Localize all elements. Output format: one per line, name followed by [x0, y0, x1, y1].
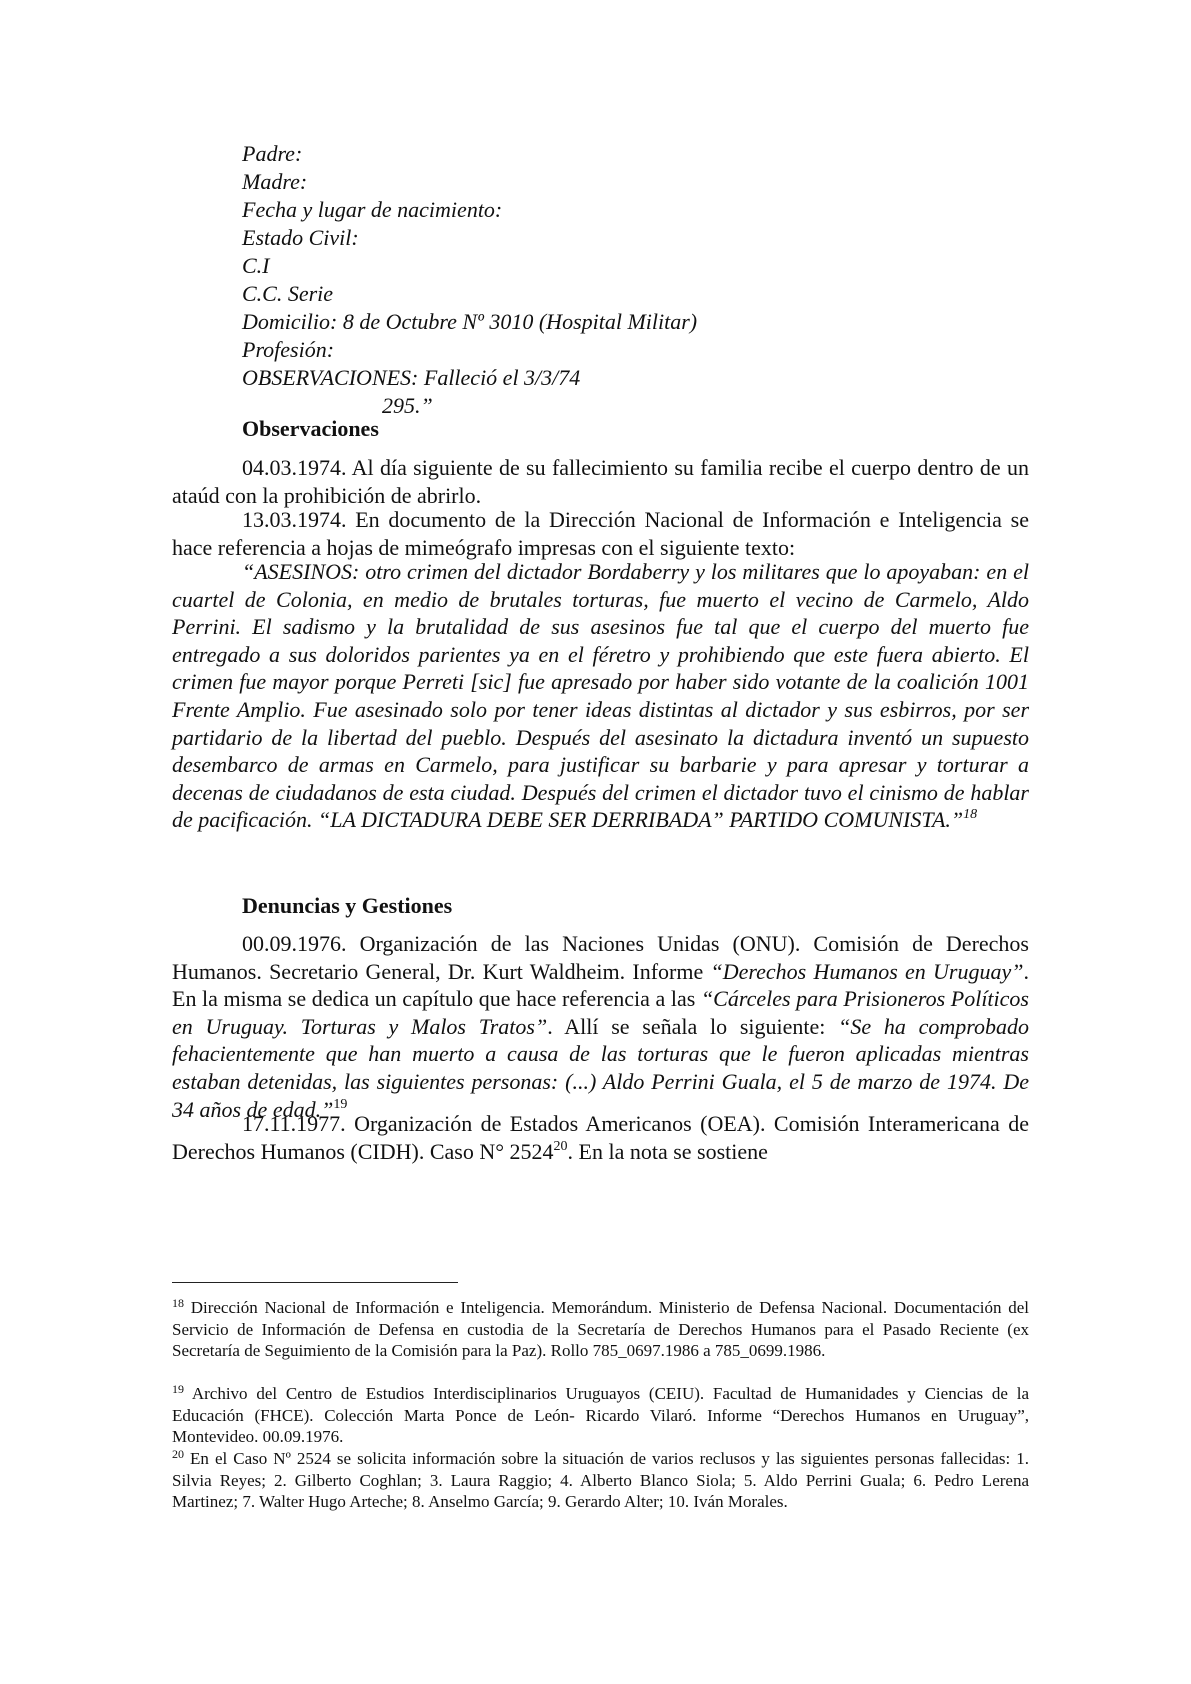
- section-heading-observaciones: Observaciones: [242, 416, 379, 441]
- footnote-18: [172, 1297, 1029, 1362]
- observaciones-paragraph-1: 04.03.1974. Al día siguiente de su fallecimiento su familia recibe el cuerpo dentro de un ataúd con la prohibición de abrirlo.: [172, 455, 1029, 508]
- oea-text-a: 17.11.1977. Organización de Estados Americanos (OEA). Comisión Interamericana de Derechos Humanos (CIDH). Caso N° 2524: [172, 1111, 1029, 1164]
- onu-chapter-title: “Cárceles para Prisioneros Políticos en Uruguay. Torturas y Malos Tratos”: [172, 986, 1029, 1039]
- onu-text-a: 00.09.1976. Organización de las Naciones Unidas (ONU). Comisión de Derechos Humanos. Secretario General, Dr. Kurt Waldheim. Informe: [172, 931, 1029, 984]
- footnote-text-19: Archivo del Centro de Estudios Interdisciplinarios Uruguayos (CEIU). Facultad de Humanidades y Ciencias de la Educación (FHCE). Colección Marta Ponce de León- Ricardo Vilaró. Informe “Derechos Humanos en Uruguay”, Montevideo. 00.09.1976.: [172, 1384, 1029, 1446]
- record-closing: 295.”: [382, 393, 433, 418]
- onu-text-c: . En la misma se dedica un capítulo que hace referencia a las: [172, 958, 1029, 1012]
- personal-record-block: [242, 140, 697, 420]
- footnote-number-20: 20: [172, 1447, 184, 1461]
- record-line-padre: Padre:: [242, 141, 303, 166]
- record-line-cc-serie: C.C. Serie: [242, 281, 334, 306]
- observaciones-paragraph-2: 13.03.1974. En documento de la Dirección Nacional de Información e Inteligencia se hace referencia a hojas de mimeógrafo impresas con el siguiente texto:: [172, 507, 1029, 560]
- footnote-ref-19[interactable]: 19: [333, 1096, 348, 1112]
- onu-report-title: “Derechos Humanos en Uruguay”: [710, 958, 1024, 984]
- footnote-divider: [172, 1282, 458, 1283]
- denuncias-paragraph-onu: [172, 930, 1029, 1123]
- section-heading-denuncias: Denuncias y Gestiones: [242, 893, 453, 918]
- record-line-madre: Madre:: [242, 169, 308, 194]
- record-line-nacimiento: Fecha y lugar de nacimiento:: [242, 197, 503, 222]
- record-line-estado-civil: Estado Civil:: [242, 225, 359, 250]
- footnote-20: [172, 1448, 1029, 1513]
- footnote-text-18: Dirección Nacional de Información e Inteligencia. Memorándum. Ministerio de Defensa Nacional. Documentación del Servicio de Información de Defensa en custodia de la Secretaría de Derechos Humanos para el Pasado Reciente (ex Secretaría de Seguimiento de la Comisión para la Paz). Rollo 785_0697.1986 a 785_0699.1986.: [172, 1298, 1029, 1360]
- footnote-text-20: En el Caso Nº 2524 se solicita información sobre la situación de varios reclusos y las siguientes personas fallecidas: 1. Silvia Reyes; 2. Gilberto Coghlan; 3. Laura Raggio; 4. Alberto Blanco Siola; 5. Aldo Perrini Guala; 6. Pedro Lerena Martinez; 7. Walter Hugo Arteche; 8. Anselmo García; 9. Gerardo Alter; 10. Iván Morales.: [172, 1449, 1029, 1511]
- mimeograph-quote-text: “ASESINOS: otro crimen del dictador Bordaberry y los militares que lo apoyaban: en el cuartel de Colonia, en medio de brutales torturas, fue muerto el vecino de Carmelo, Aldo Perrini. El sadismo y la brutalidad de sus asesinos fue tal que el cuerpo del muerto fue entregado a sus doloridos parientes ya en el féretro y prohibiendo que este fuera abierto. El crimen fue mayor porque Perreti [sic] fue apresado por haber sido votante de la coalición 1001 Frente Amplio. Fue asesinado solo por tener ideas distintas al dictador y sus esbirros, por ser partidario de la libertad del pueblo. Después del asesinato la dictadura inventó un supuesto desembarco de armas en Carmelo, para justificar su barbarie y para apresar y torturar a decenas de ciudadanos de esta ciudad. Después del crimen el dictador tuvo el cinismo de hablar de pacificación. “LA DICTADURA DEBE SER DERRIBADA” PARTIDO COMUNISTA.”: [172, 559, 1029, 833]
- record-line-observaciones: OBSERVACIONES: Falleció el 3/3/74: [242, 365, 581, 390]
- record-line-domicilio: Domicilio: 8 de Octubre Nº 3010 (Hospital Militar): [242, 309, 698, 334]
- record-line-ci: C.I: [242, 253, 270, 278]
- denuncias-paragraph-oea: [172, 1110, 1029, 1165]
- oea-text-b: . En la nota se sostiene: [567, 1138, 768, 1164]
- onu-quote: “Se ha comprobado fehacientemente que han muerto a causa de las torturas que le fueron aplicadas mientras estaban detenidas, las siguientes personas: (...) Aldo Perrini Guala, el 5 de marzo de 1974. De 34 años de edad.”: [172, 1013, 1029, 1122]
- footnote-number-18: 18: [172, 1296, 184, 1310]
- footnote-number-19: 19: [172, 1382, 184, 1396]
- footnote-ref-18[interactable]: 18: [963, 807, 978, 823]
- footnote-19: [172, 1383, 1029, 1448]
- onu-text-e: . Allí se señala lo siguiente:: [547, 1013, 839, 1039]
- mimeograph-quote: [172, 558, 1029, 834]
- record-line-profesion: Profesión:: [242, 337, 335, 362]
- footnote-ref-20[interactable]: 20: [553, 1138, 568, 1154]
